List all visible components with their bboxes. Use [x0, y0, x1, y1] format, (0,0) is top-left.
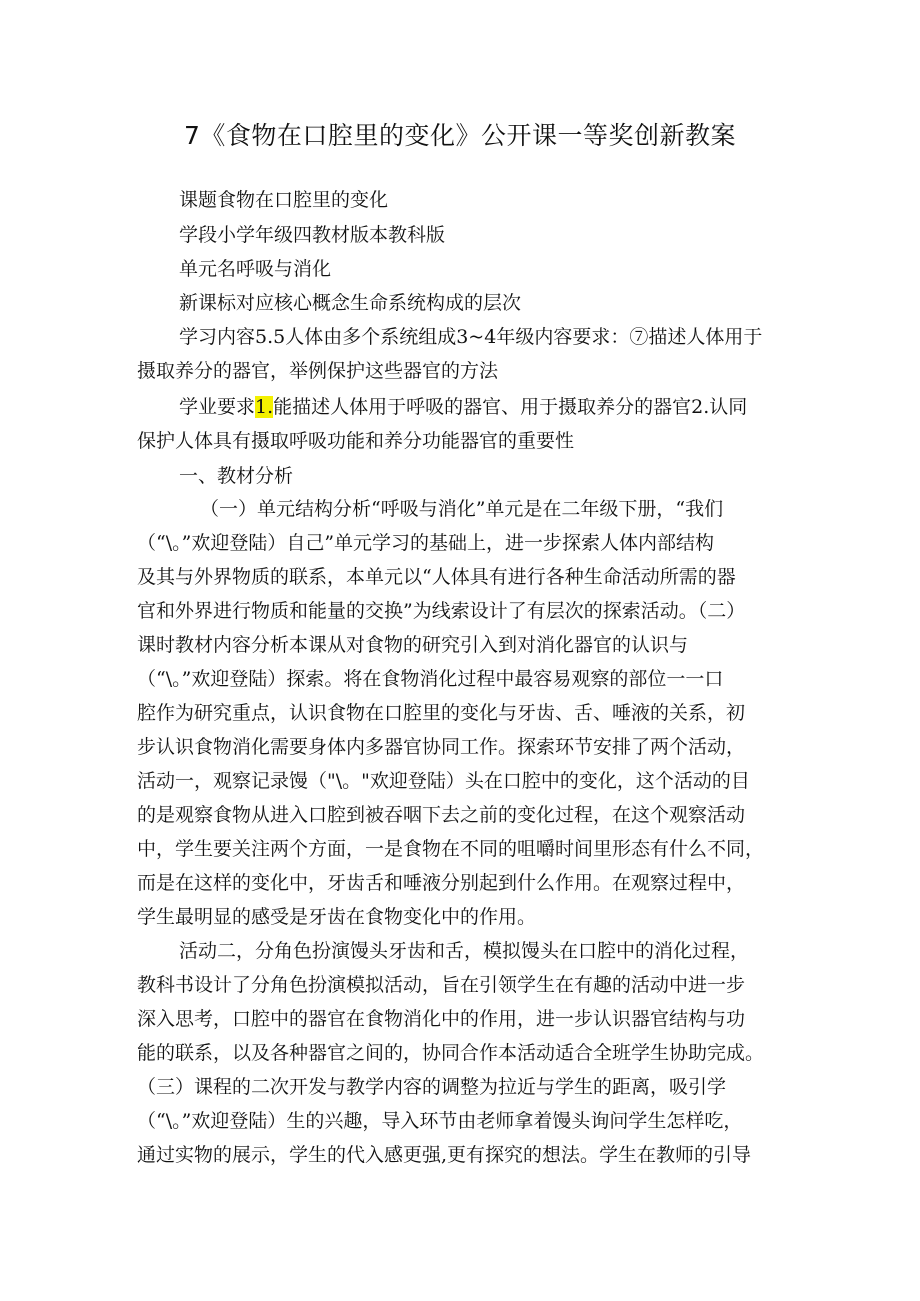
text-line: 步认识食物消化需要身体内多器官协同工作。探索环节安排了两个活动， — [137, 736, 746, 758]
text-line: 单元名呼吸与消化 — [179, 258, 332, 280]
text-line: （“\。”欢迎登陆）探索。将在食物消化过程中最容易观察的部位一一口 — [137, 668, 724, 690]
text-line: 课时教材内容分析本课从对食物的研究引入到对消化器官的认识与 — [137, 634, 689, 656]
text-line: 新课标对应核心概念生命系统构成的层次 — [179, 292, 522, 314]
text-line: （三）课程的二次开发与教学内容的调整为拉近与学生的距离，吸引学 — [137, 1076, 727, 1098]
highlighted-text: 1. — [255, 396, 274, 418]
text-segment: 能描述人体用于呼吸的器官、用于摄取养分的器官2.认同 — [273, 396, 748, 418]
text-line: 摄取养分的器官，举例保护这些器官的方法 — [137, 360, 499, 382]
text-line: 保护人体具有摄取呼吸功能和养分功能器官的重要性 — [137, 430, 575, 452]
text-segment: 学业要求 — [179, 396, 256, 418]
text-line: 及其与外界物质的联系，本单元以“人体具有进行各种生命活动所需的器 — [137, 566, 736, 588]
text-line: 而是在这样的变化中，牙齿舌和唾液分别起到什么作用。在观察过程中， — [137, 872, 746, 894]
text-line: 活动一，观察记录馒（"\。"欢迎登陆）头在口腔中的变化，这个活动的目 — [137, 770, 750, 792]
text-line: 课题食物在口腔里的变化 — [179, 189, 389, 211]
text-line: （“\。”欢迎登陆）生的兴趣，导入环节由老师拿着馒头询问学生怎样吃， — [137, 1110, 743, 1132]
text-line: （“\。”欢迎登陆）自己”单元学习的基础上，进一步探索人体内部结构 — [137, 532, 715, 554]
text-line: 学习内容5.5人体由多个系统组成3~4年级内容要求：⑦描述人体用于 — [179, 326, 763, 348]
text-line: 官和外界进行物质和能量的交换”为线索设计了有层次的探索活动。（二） — [137, 600, 746, 622]
document-title: 7《食物在口腔里的变化》公开课一等奖创新教案 — [184, 121, 736, 150]
text-line: 深入思考，口腔中的器官在食物消化中的作用，进一步认识器官结构与功 — [137, 1008, 746, 1030]
text-line: （一）单元结构分析“呼吸与消化”单元是在二年级下册，“我们 — [200, 498, 724, 520]
text-line: 教科书设计了分角色扮演模拟活动，旨在引领学生在有趣的活动中进一步 — [137, 974, 746, 996]
text-line: 学生最明显的感受是牙齿在食物变化中的作用。 — [137, 906, 537, 928]
text-line: 中，学生要关注两个方面，一是食物在不同的咀嚼时间里形态有什么不同， — [137, 838, 765, 860]
text-line: 活动二，分角色扮演馒头牙齿和舌，模拟馒头在口腔中的消化过程， — [179, 940, 750, 962]
text-line: 学段小学年级四教材版本教科版 — [179, 224, 446, 246]
section-heading: 一、教材分析 — [179, 465, 294, 487]
text-line: 能的联系，以及各种器官之间的，协同合作本活动适合全班学生协助完成。 — [137, 1042, 765, 1064]
text-line: 腔作为研究重点，认识食物在口腔里的变化与牙齿、舌、唾液的关系，初 — [137, 702, 746, 724]
text-line: 的是观察食物从进入口腔到被吞咽下去之前的变化过程，在这个观察活动 — [137, 804, 746, 826]
text-line — [0, 395, 920, 419]
text-line: 通过实物的展示，学生的代入感更强,更有探究的想法。学生在教师的引导 — [137, 1144, 752, 1166]
